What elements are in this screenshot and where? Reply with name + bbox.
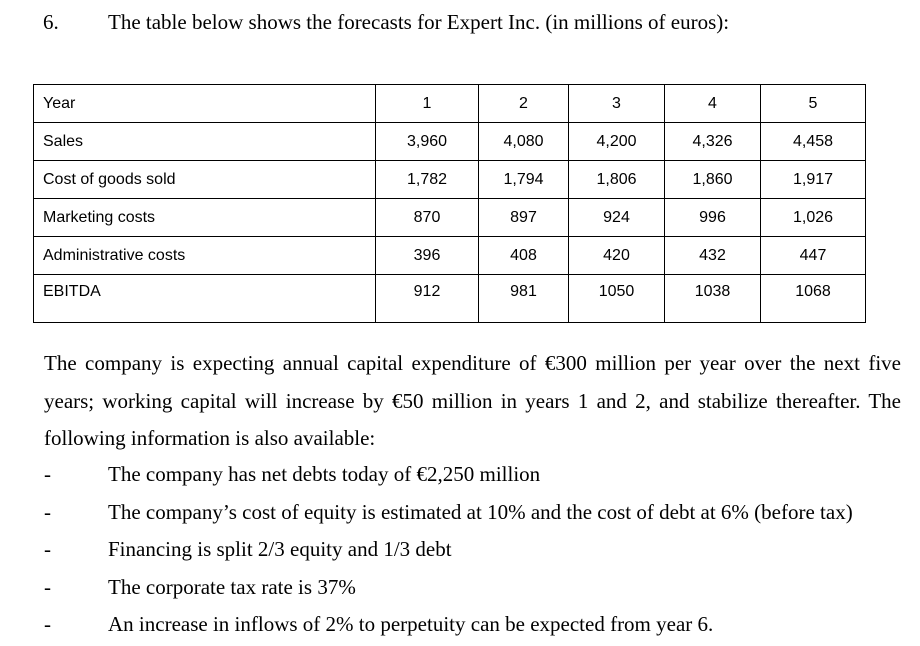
table-header-row xyxy=(34,85,866,123)
table-cell: 924 xyxy=(569,199,665,237)
table-cell: 396 xyxy=(376,237,479,275)
table-cell: 432 xyxy=(665,237,761,275)
header-year-cell: 4 xyxy=(665,85,761,123)
list-item xyxy=(0,456,920,494)
table-cell: 897 xyxy=(479,199,569,237)
table-cell: 420 xyxy=(569,237,665,275)
table-cell: 4,200 xyxy=(569,123,665,161)
table-row xyxy=(34,237,866,275)
body-paragraph: The company is expecting annual capital expenditure of €300 million per year over the next five years; working capital will increase by €50 million in years 1 and 2, and stabilize thereafter. The following information is also available: xyxy=(44,351,901,450)
table-cell: 1050 xyxy=(569,275,665,323)
assumption-list xyxy=(0,456,920,644)
table-cell: 1038 xyxy=(665,275,761,323)
row-label: Cost of goods sold xyxy=(34,161,376,199)
row-label: Administrative costs xyxy=(34,237,376,275)
question-intro: The table below shows the forecasts for Expert Inc. (in millions of euros): xyxy=(108,10,730,34)
table-cell: 1,026 xyxy=(761,199,866,237)
header-year-label: Year xyxy=(34,85,376,123)
table-cell: 1068 xyxy=(761,275,866,323)
bullet-dash: - xyxy=(44,462,51,486)
table-cell: 3,960 xyxy=(376,123,479,161)
table-cell: 981 xyxy=(479,275,569,323)
table-cell: 408 xyxy=(479,237,569,275)
table-cell: 1,782 xyxy=(376,161,479,199)
table-cell: 4,458 xyxy=(761,123,866,161)
table-cell: 996 xyxy=(665,199,761,237)
list-item-text: The corporate tax rate is 37% xyxy=(108,574,356,599)
table-row xyxy=(34,275,866,323)
table-cell: 4,326 xyxy=(665,123,761,161)
row-label: EBITDA xyxy=(34,275,376,323)
table-row xyxy=(34,199,866,237)
table-cell: 1,806 xyxy=(569,161,665,199)
header-year-cell: 2 xyxy=(479,85,569,123)
row-label: Marketing costs xyxy=(34,199,376,237)
bullet-dash: - xyxy=(44,499,51,524)
list-item xyxy=(0,606,920,644)
table-cell: 870 xyxy=(376,199,479,237)
header-year-cell: 5 xyxy=(761,85,866,123)
list-item xyxy=(0,531,920,569)
table-cell: 4,080 xyxy=(479,123,569,161)
table-row xyxy=(34,123,866,161)
list-item xyxy=(0,494,920,532)
table-cell: 1,917 xyxy=(761,161,866,199)
table-cell: 1,860 xyxy=(665,161,761,199)
list-item xyxy=(0,569,920,607)
table-row xyxy=(34,161,866,199)
list-item-text: The company has net debts today of €2,250 million xyxy=(108,462,541,486)
table-cell: 1,794 xyxy=(479,161,569,199)
header-year-cell: 1 xyxy=(376,85,479,123)
table-cell: 912 xyxy=(376,275,479,323)
list-item-text: The company’s cost of equity is estimated at 10% and the cost of debt at 6% (before tax) xyxy=(108,499,853,524)
forecast-table xyxy=(33,84,866,323)
question-number: 6. xyxy=(43,10,59,34)
list-item-text: Financing is split 2/3 equity and 1/3 debt xyxy=(108,537,452,561)
table-cell: 447 xyxy=(761,237,866,275)
bullet-dash: - xyxy=(44,612,51,636)
list-item-text: An increase in inflows of 2% to perpetuity can be expected from year 6. xyxy=(108,612,714,636)
row-label: Sales xyxy=(34,123,376,161)
header-year-cell: 3 xyxy=(569,85,665,123)
bullet-dash: - xyxy=(44,574,51,599)
bullet-dash: - xyxy=(44,537,51,561)
